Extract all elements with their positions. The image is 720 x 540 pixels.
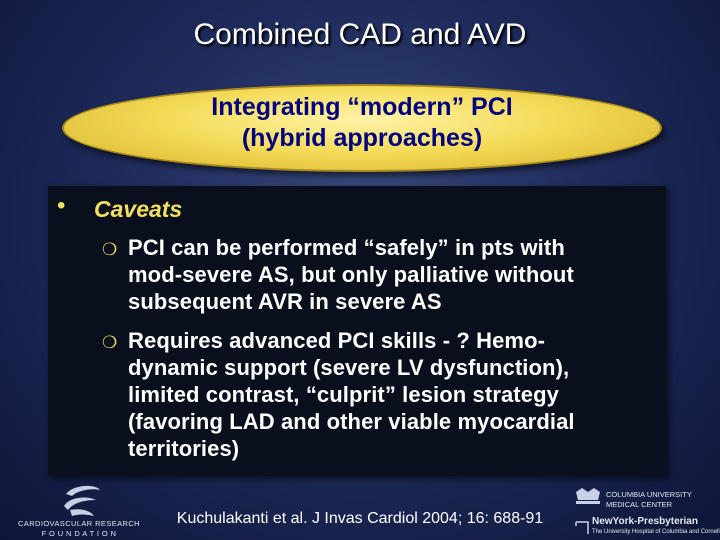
list-item-line: Requires advanced PCI skills - ? Hemo-: [128, 328, 546, 353]
circle-bullet-icon: ❍: [102, 333, 118, 352]
section-heading: Caveats: [94, 196, 183, 222]
columbia-line-1: COLUMBIA UNIVERSITY: [606, 490, 692, 499]
list-item-line: (favoring LAD and other viable myocardial: [128, 409, 575, 434]
oval-line-2: (hybrid approaches): [241, 124, 483, 152]
bullet-icon: •: [57, 192, 66, 219]
columbia-line-2: MEDICAL CENTER: [606, 500, 672, 509]
list-item-line: mod-severe AS, but only palliative without: [128, 262, 574, 287]
citation: Kuchulakanti et al. J Invas Cardiol 2004; 16: 688-91: [176, 510, 544, 527]
crf-logo-text: [4, 519, 154, 539]
circle-bullet-icon: ❍: [102, 240, 118, 259]
oval-line-1: Integrating “modern” PCI: [211, 93, 513, 121]
list-item: [128, 327, 663, 462]
crf-line-2: F O U N D A T I O N: [41, 529, 117, 538]
nyp-line-1: NewYork-Presbyterian: [592, 516, 698, 527]
nyp-line-2: The University Hospital of Columbia and Cornell: [592, 529, 720, 535]
list-item-line: dynamic support (severe LV dysfunction),: [128, 355, 570, 380]
list-item-line: territories): [128, 436, 240, 461]
subtitle-oval: [62, 84, 662, 172]
slide-title: Combined CAD and AVD: [193, 18, 527, 51]
list-item-line: PCI can be performed “safely” in pts with: [128, 235, 565, 260]
crf-line-1: CARDIOVASCULAR RESEARCH: [17, 519, 140, 528]
list-item-line: limited contrast, “culprit” lesion strategy: [128, 382, 559, 407]
list-item-line: subsequent AVR in severe AS: [128, 289, 442, 314]
list-item: [128, 234, 663, 315]
